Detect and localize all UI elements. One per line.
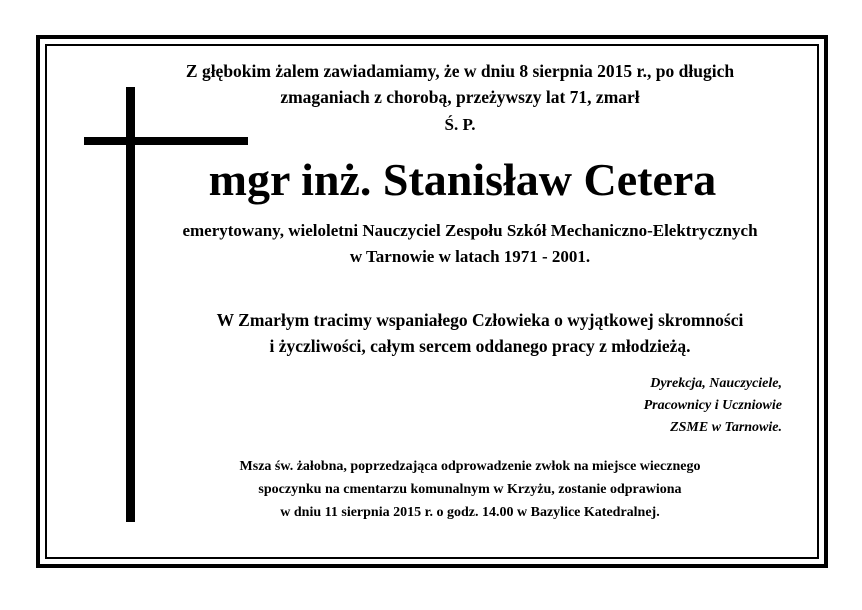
mass-line-1: Msza św. żałobna, poprzedzająca odprowadzenie zwłok na miejsce wiecznego (239, 459, 701, 474)
description-line-2: w Tarnowie w latach 1971 - 2001. (349, 247, 591, 266)
signature-line-2: Pracownicy i Uczniowie (643, 398, 782, 413)
intro-line-1: Z głębokim żalem zawiadamiamy, że w dniu 8 sierpnia 2015 r., po długich (185, 61, 735, 81)
signature-line-3: ZSME w Tarnowie. (670, 420, 782, 435)
tribute-line-2: i życzliwości, całym sercem oddanego pracy z młodzieżą. (269, 336, 691, 356)
signature-line-1: Dyrekcja, Nauczyciele, (650, 376, 782, 391)
cross-icon-arm (84, 137, 248, 145)
mass-line-3: w dniu 11 sierpnia 2015 r. o godz. 14.00 w Bazylice Katedralnej. (280, 505, 660, 520)
honorific: Ś. P. (444, 115, 476, 134)
mass-line-2: spoczynku na cmentarzu komunalnym w Krzyżu, zostanie odprawiona (258, 482, 682, 497)
cross-icon (126, 87, 135, 522)
description-line-1: emerytowany, wieloletni Nauczyciel Zespołu Szkół Mechaniczno-Elektrycznych (182, 221, 758, 240)
deceased-name: mgr inż. Stanisław Cetera (208, 154, 717, 205)
intro-line-2: zmaganiach z chorobą, przeżywszy lat 71, zmarł (280, 87, 640, 107)
tribute-line-1: W Zmarłym tracimy wspaniałego Człowieka o wyjątkowej skromności (216, 310, 744, 330)
